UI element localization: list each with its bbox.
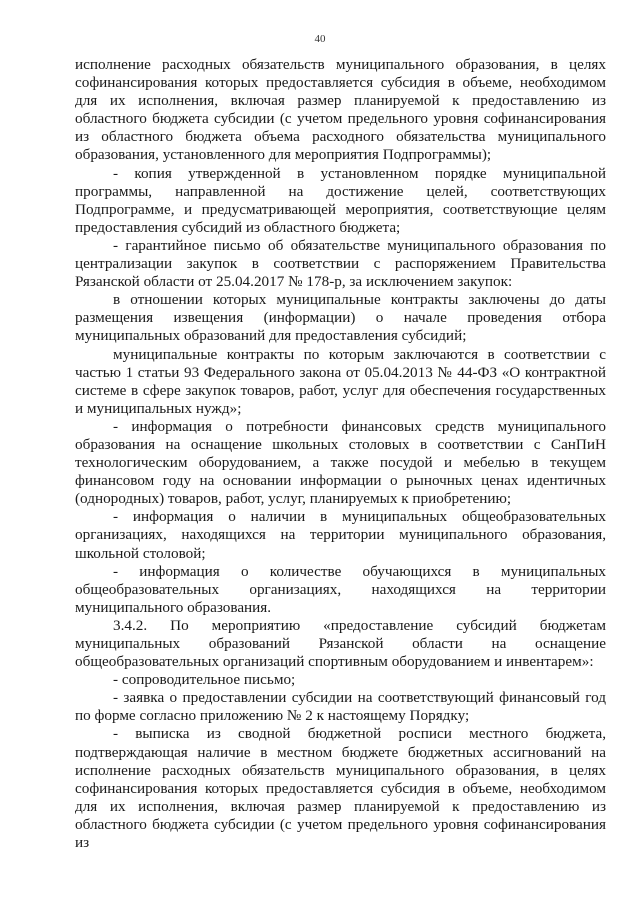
- paragraph: - копия утвержденной в установленном порядке муниципальной программы, направленной на достижение целей, соответствующих Подпрограмме, и предусматривающей мероприятия, соответствующие целям предоставления субсидий из областного бюджета;: [75, 164, 606, 236]
- paragraph: - выписка из сводной бюджетной росписи местного бюджета, подтверждающая наличие в местном бюджете бюджетных ассигнований на исполнение расходных обязательств муниципального образования, в целях софинансирования которых предоставляется субсидия в объеме, необходимом для их исполнения, включая размер планируемой к предоставлению из областного бюджета субсидии (с учетом предельного уровня софинансирования из: [75, 725, 606, 852]
- paragraph: - заявка о предоставлении субсидии на соответствующий финансовый год по форме согласно приложению № 2 к настоящему Порядку;: [75, 689, 606, 725]
- paragraph: - гарантийное письмо об обязательстве муниципального образования по централизации закупок в соответствии с распоряжением Правительства Рязанской области от 25.04.2017 № 178-р, за исключением закупок:: [75, 236, 606, 291]
- page-number: 40: [314, 33, 326, 45]
- paragraph: - сопроводительное письмо;: [113, 671, 296, 689]
- document-body: [75, 56, 606, 852]
- paragraph: исполнение расходных обязательств муниципального образования, в целях софинансирования которых предоставляется субсидия в объеме, необходимом для их исполнения, включая размер планируемой к предоставлению из областного бюджета субсидии (с учетом предельного уровня софинансирования из областного бюджета объема расходного обязательства муниципального образования, установленного для мероприятия Подпрограммы);: [75, 56, 606, 164]
- paragraph: в отношении которых муниципальные контракты заключены до даты размещения извещения (информации) о начале проведения отбора муниципальных образований для предоставления субсидий;: [75, 291, 606, 345]
- paragraph: 3.4.2. По мероприятию «предоставление субсидий бюджетам муниципальных образований Рязанской области на оснащение общеобразовательных организаций спортивным оборудованием и инвентарем»:: [75, 616, 606, 671]
- paragraph: - информация о потребности финансовых средств муниципального образования на оснащение школьных столовых в соответствии с СанПиН технологическим оборудованием, а также посудой и мебелью в текущем финансовом году на основании информации о рыночных ценах идентичных (однородных) товаров, работ, услуг, планируемых к приобретению;: [75, 417, 606, 508]
- paragraph: муниципальные контракты по которым заключаются в соответствии с частью 1 статьи 93 Федерального закона от 05.04.2013 № 44-ФЗ «О контрактной системе в сфере закупок товаров, работ, услуг для обеспечения государственных и муниципальных нужд»;: [75, 345, 606, 417]
- paragraph: - информация о количестве обучающихся в муниципальных общеобразовательных организациях, находящихся на территории муниципального образования.: [75, 562, 606, 616]
- paragraph: - информация о наличии в муниципальных общеобразовательных организациях, находящихся на территории муниципального образования, школьной столовой;: [75, 508, 606, 562]
